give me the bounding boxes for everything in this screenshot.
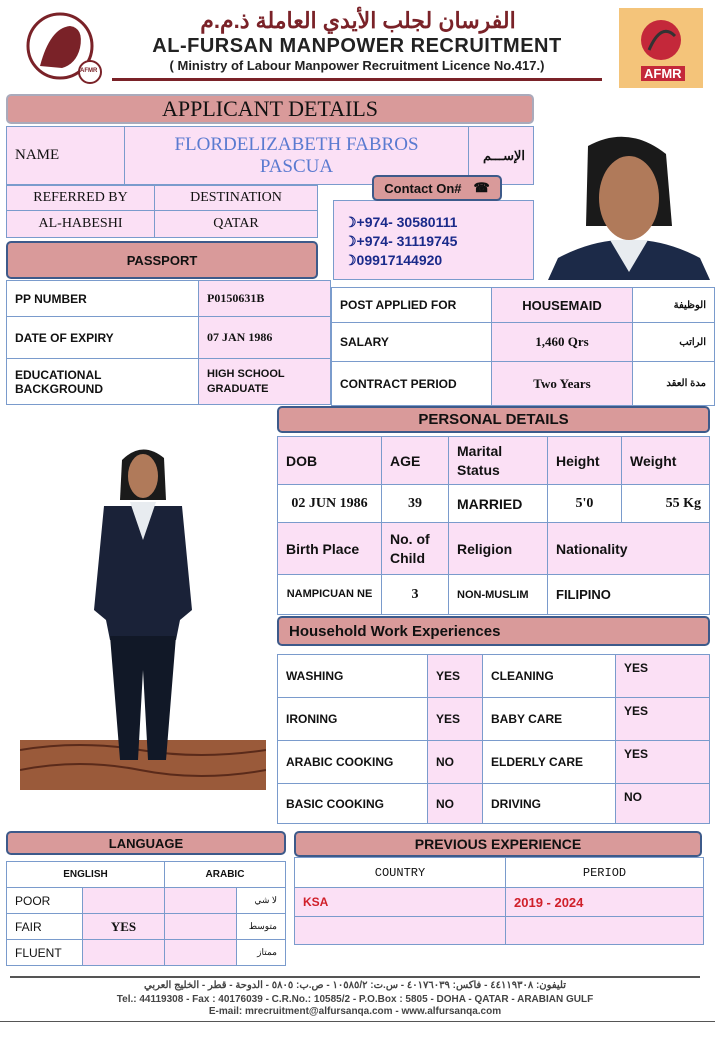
level-label: POOR [7, 888, 83, 914]
company-logo-left: AFMR [22, 8, 106, 86]
period-value: 2019 - 2024 [506, 888, 704, 917]
personal-table [277, 436, 710, 615]
skill-value: YES [616, 741, 710, 784]
contact-number[interactable]: ☽09917144920 [344, 252, 443, 268]
period-value [506, 917, 704, 945]
salary-label: SALARY [332, 323, 492, 362]
job-table [331, 287, 715, 406]
salary-arabic: الراتب [633, 323, 715, 362]
footer-arabic: تليفون: ٤٤١١٩٣٠٨ - فاكس: ٤٠١٧٦٠٣٩ - س.ت: ١٠٥٨٥/٢ - ص.ب: ٥٨٠٥ - الدوحة - قطر - الخليج العربي [144, 980, 566, 991]
personal-details-header: PERSONAL DETAILS [277, 406, 710, 433]
phone-icon: ☎ [473, 180, 490, 195]
arabic-label: ARABIC [165, 862, 286, 888]
arabic-level-label: ممتاز [237, 940, 286, 966]
contract-label: CONTRACT PERIOD [332, 362, 492, 406]
weight-value: 55 Kg [622, 485, 710, 523]
children-label: No. of Child [382, 523, 449, 575]
skill-value: YES [616, 655, 710, 698]
arabic-level-value [165, 940, 237, 966]
passport-table [6, 280, 331, 405]
language-header: LANGUAGE [6, 831, 286, 855]
footer-email-line[interactable]: E-mail: mrecruitment@alfursanqa.com - www.alfursanqa.com [208, 1006, 502, 1017]
referred-by-label: REFERRED BY [7, 186, 155, 211]
english-label: ENGLISH [7, 862, 165, 888]
household-header: Household Work Experiences [277, 616, 710, 646]
skill-label: ELDERLY CARE [483, 741, 616, 784]
nationality-value: FILIPINO [548, 575, 710, 615]
arabic-level-label: متوسط [237, 914, 286, 940]
destination-label: DESTINATION [155, 186, 318, 211]
contract-arabic: مدة العقد [633, 362, 715, 406]
previous-experience-header: PREVIOUS EXPERIENCE [294, 831, 702, 857]
passport-header: PASSPORT [6, 241, 318, 279]
english-level-value: YES [83, 914, 165, 940]
header-underline [112, 78, 602, 81]
age-value: 39 [382, 485, 449, 523]
marital-label: Marital Status [449, 437, 548, 485]
destination-value: QATAR [155, 211, 318, 238]
company-logo-right: AFMR [619, 8, 703, 88]
footer-rule [10, 976, 700, 978]
country-label: COUNTRY [295, 858, 506, 888]
skill-label: DRIVING [483, 784, 616, 824]
pp-number-value: P0150631B [199, 281, 331, 317]
expiry-label: DATE OF EXPIRY [7, 317, 199, 359]
post-arabic: الوظيفة [633, 288, 715, 323]
company-name-arabic: الفرسان لجلب الأيدي العاملة ذ.م.م [200, 8, 516, 33]
language-table [6, 861, 286, 966]
contact-header [372, 175, 502, 201]
education-label: EDUCATIONAL BACKGROUND [7, 359, 199, 405]
skill-value: NO [428, 741, 483, 784]
education-value: HIGH SCHOOL GRADUATE [199, 359, 331, 405]
skill-label: CLEANING [483, 655, 616, 698]
contact-label: Contact On# [384, 180, 462, 196]
contact-number[interactable]: ☽+974- 30580111 [344, 214, 458, 230]
level-label: FAIR [7, 914, 83, 940]
skill-label: ARABIC COOKING [278, 741, 428, 784]
name-value: FLORDELIZABETH FABROS PASCUA [125, 127, 469, 185]
applicant-portrait-photo [548, 126, 710, 280]
religion-label: Religion [449, 523, 548, 575]
skill-value: YES [428, 655, 483, 698]
height-value: 5'0 [548, 485, 622, 523]
arabic-level-value [165, 888, 237, 914]
salary-value: 1,460 Qrs [492, 323, 633, 362]
contract-value: Two Years [492, 362, 633, 406]
post-label: POST APPLIED FOR [332, 288, 492, 323]
arabic-level-label: لا شي [237, 888, 286, 914]
children-value: 3 [382, 575, 449, 615]
skill-label: BASIC COOKING [278, 784, 428, 824]
skill-label: WASHING [278, 655, 428, 698]
referred-by-value: AL-HABESHI [7, 211, 155, 238]
level-label: FLUENT [7, 940, 83, 966]
pp-number-label: PP NUMBER [7, 281, 199, 317]
english-level-value [83, 940, 165, 966]
name-label: NAME [7, 127, 125, 185]
company-name-english: AL-FURSAN MANPOWER RECRUITMENT [152, 35, 562, 57]
country-value: KSA [295, 888, 506, 917]
skill-value: YES [428, 698, 483, 741]
english-level-value [83, 888, 165, 914]
weight-label: Weight [622, 437, 710, 485]
skill-label: IRONING [278, 698, 428, 741]
applicant-details-title: APPLICANT DETAILS [6, 94, 534, 124]
skill-value: NO [616, 784, 710, 824]
dob-value: 02 JUN 1986 [278, 485, 382, 523]
height-label: Height [548, 437, 622, 485]
country-value [295, 917, 506, 945]
skill-value: YES [616, 698, 710, 741]
age-label: AGE [382, 437, 449, 485]
skill-value: NO [428, 784, 483, 824]
birthplace-label: Birth Place [278, 523, 382, 575]
contact-number[interactable]: ☽+974- 31119745 [344, 233, 458, 249]
footer-contact-line: Tel.: 44119308 - Fax : 40176039 - C.R.No.: 10585/2 - P.O.Box : 5805 - DOHA - QATAR - ARABIAN GULF [116, 994, 594, 1005]
household-table [277, 654, 710, 824]
nationality-label: Nationality [548, 523, 710, 575]
licence-text: ( Ministry of Labour Manpower Recruitment Licence No.417.) [169, 58, 545, 73]
expiry-value: 07 JAN 1986 [199, 317, 331, 359]
birthplace-value: NAMPICUAN NE [278, 575, 382, 615]
religion-value: NON-MUSLIM [449, 575, 548, 615]
marital-value: MARRIED [449, 485, 548, 523]
contact-box [333, 200, 534, 280]
dob-label: DOB [278, 437, 382, 485]
previous-experience-table [294, 857, 704, 945]
applicant-full-body-photo [20, 440, 266, 790]
name-arabic-label: الإســـم [469, 127, 534, 185]
post-value: HOUSEMAID [492, 288, 633, 323]
referral-table [6, 185, 318, 238]
skill-label: BABY CARE [483, 698, 616, 741]
footer-bottom-rule [0, 1021, 715, 1022]
arabic-level-value [165, 914, 237, 940]
period-label: PERIOD [506, 858, 704, 888]
